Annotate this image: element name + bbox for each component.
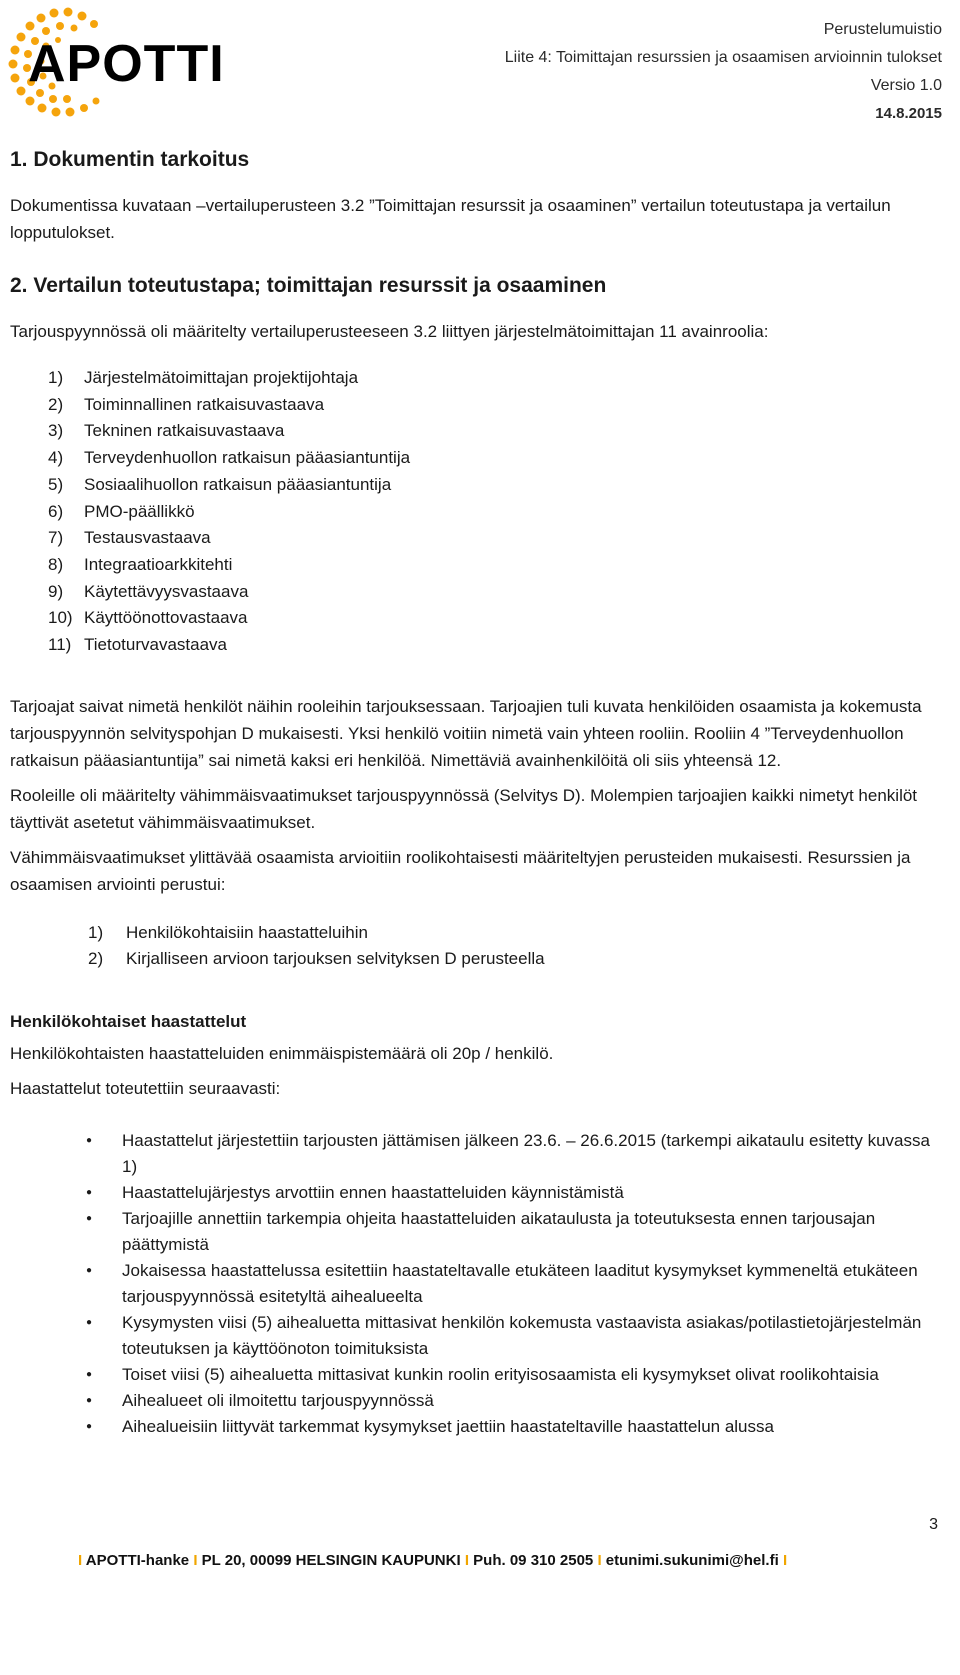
list-item-text: Testausvastaava xyxy=(84,528,211,548)
list-item-text: PMO-päällikkö xyxy=(84,501,195,521)
list-item-number: 7) xyxy=(48,528,64,548)
footer-org: APOTTI-hanke xyxy=(85,1552,190,1569)
section2-para1: Tarjoajat saivat nimetä henkilöt näihin rooleihin tarjouksessaan. Tarjoajien tuli kuvata henkilöiden osaamista ja kokemusta tarjouspyynnön selvityspohjan D mukaisesti. Yksi henkilö voitiin nimetä vain yhteen rooliin. Rooliin 4 ”Terveydenhuollon ratkaisun pääasiantuntija” sai nimetä kaksi eri henkilöä. Nimettäviä avainhenkilöitä oli siis yhteensä 12. xyxy=(10,696,922,770)
page-footer xyxy=(78,1552,787,1569)
section1-heading: 1. Dokumentin tarkoitus xyxy=(10,148,250,171)
list-item xyxy=(48,525,940,552)
section2-heading: 2. Vertailun toteutustapa; toimittajan resurssit ja osaaminen xyxy=(10,274,607,297)
list-item xyxy=(48,552,940,579)
interviews-para1: Henkilökohtaisten haastatteluiden enimmäispistemäärä oli 20p / henkilö. xyxy=(10,1043,554,1063)
list-item-text: Integraatioarkkitehti xyxy=(84,554,233,574)
list-item xyxy=(88,920,940,946)
list-item xyxy=(48,392,940,419)
doc-date: 14.8.2015 xyxy=(875,105,942,122)
list-item xyxy=(88,946,940,972)
list-item-number: 5) xyxy=(48,474,64,494)
list-item-number: 4) xyxy=(48,448,64,468)
document-body xyxy=(10,148,940,1440)
apotti-logo xyxy=(6,4,246,124)
list-item-text: Henkilökohtaisiin haastatteluihin xyxy=(126,922,368,942)
list-item-number: 2) xyxy=(88,948,104,968)
list-item-number: 3) xyxy=(48,421,64,441)
list-item: ● Tarjoajille annettiin tarkempia ohjeita haastatteluiden aikataulusta ja toteutuksesta ennen tarjousajan päättymistä xyxy=(86,1206,940,1258)
doc-version: Versio 1.0 xyxy=(870,77,942,94)
section2-para3: Vähimmäisvaatimukset ylittävää osaamista arvioitiin roolikohtaisesti määriteltyjen perusteiden mukaisesti. Resurssien ja osaamisen arviointi perustui: xyxy=(10,847,911,894)
list-item-text: Kirjalliseen arvioon tarjouksen selvityksen D perusteella xyxy=(126,948,545,968)
logo-text: APOTTI xyxy=(28,35,225,93)
list-item-text: Käytettävyysvastaava xyxy=(84,581,249,601)
list-item-text: Tekninen ratkaisuvastaava xyxy=(84,421,285,441)
section2-para2: Rooleille oli määritelty vähimmäisvaatimukset tarjouspyynnössä (Selvitys D). Molempien tarjoajien kaikki nimetyt henkilöt täyttivät asetetut vähimmäisvaatimukset. xyxy=(10,785,918,832)
list-item: ● Haastattelut järjestettiin tarjousten jättämisen jälkeen 23.6. – 26.6.2015 (tarkempi aikataulu esitetty kuvassa 1) xyxy=(86,1128,940,1180)
list-item xyxy=(48,445,940,472)
footer-phone: Puh. 09 310 2505 xyxy=(473,1552,594,1569)
doc-type: Perustelumuistio xyxy=(823,21,942,38)
list-item-number: 6) xyxy=(48,501,64,521)
list-item: ● Toiset viisi (5) aihealuetta mittasivat kunkin roolin erityisosaamista eli kysymykset olivat roolikohtaisia xyxy=(86,1362,940,1388)
methods-list xyxy=(88,920,940,972)
list-item-number: 1) xyxy=(48,368,64,387)
list-item xyxy=(48,579,940,606)
footer-email: etunimi.sukunimi@hel.fi xyxy=(605,1552,779,1569)
list-item-text: Käyttöönottovastaava xyxy=(84,608,248,628)
list-item xyxy=(48,632,940,659)
page-number: 3 xyxy=(929,1516,938,1533)
interviews-heading: Henkilökohtaiset haastattelut xyxy=(10,1011,247,1031)
footer-separator: I xyxy=(597,1552,602,1569)
footer-separator: I xyxy=(193,1552,198,1569)
list-item-text: Tietoturvavastaava xyxy=(84,635,227,655)
list-item xyxy=(48,605,940,632)
roles-list xyxy=(48,365,940,659)
list-item-number: 2) xyxy=(48,394,64,414)
list-item: ● Haastattelujärjestys arvottiin ennen haastatteluiden käynnistämistä xyxy=(86,1180,940,1206)
list-item-text: Terveydenhuollon ratkaisun pääasiantuntija xyxy=(84,448,411,468)
footer-address: PL 20, 00099 HELSINGIN KAUPUNKI xyxy=(201,1552,461,1569)
section2-intro: Tarjouspyynnössä oli määritelty vertailuperusteeseen 3.2 liittyen järjestelmätoimittajan 11 avainroolia: xyxy=(10,322,769,341)
list-item-number: 8) xyxy=(48,554,64,574)
list-item: ● Aihealueet oli ilmoitettu tarjouspyynnössä xyxy=(86,1388,940,1414)
list-item-number: 10) xyxy=(48,608,73,628)
list-item: ● Jokaisessa haastattelussa esitettiin haastateltavalle etukäteen laaditut kysymykset kymmeneltä etukäteen tarjouspyynnössä esitetyltä aihealueelta xyxy=(86,1258,940,1310)
section1-text: Dokumentissa kuvataan –vertailuperusteen 3.2 ”Toimittajan resurssit ja osaaminen” vertailun toteutustapa ja vertailun lopputulokset. xyxy=(10,196,891,242)
list-item-text: Toiminnallinen ratkaisuvastaava xyxy=(84,394,325,414)
list-item-text: Sosiaalihuollon ratkaisun pääasiantuntija xyxy=(84,474,392,494)
list-item xyxy=(48,418,940,445)
footer-separator: I xyxy=(782,1552,788,1569)
footer-separator: I xyxy=(464,1552,469,1569)
interviews-bullets xyxy=(86,1128,940,1440)
list-item-text: Järjestelmätoimittajan projektijohtaja xyxy=(84,368,359,387)
list-item-number: 1) xyxy=(88,922,104,942)
list-item-number: 11) xyxy=(48,635,72,655)
document-header xyxy=(505,16,942,128)
list-item xyxy=(48,365,940,392)
list-item: ● Aihealueisiin liittyvät tarkemmat kysymykset jaettiin haastateltaville haastattelun alussa xyxy=(86,1414,940,1440)
list-item xyxy=(48,499,940,526)
doc-title: Liite 4: Toimittajan resurssien ja osaamisen arvioinnin tulokset xyxy=(504,49,942,66)
list-item xyxy=(48,472,940,499)
list-item-number: 9) xyxy=(48,581,64,601)
footer-separator: I xyxy=(78,1552,83,1569)
list-item: ● Kysymysten viisi (5) aihealuetta mittasivat henkilön kokemusta vastaavista asiakas/potilastietojärjestelmän toteutuksen ja käyttöönoton toimituksista xyxy=(86,1310,940,1362)
interviews-para2: Haastattelut toteutettiin seuraavasti: xyxy=(10,1078,281,1098)
